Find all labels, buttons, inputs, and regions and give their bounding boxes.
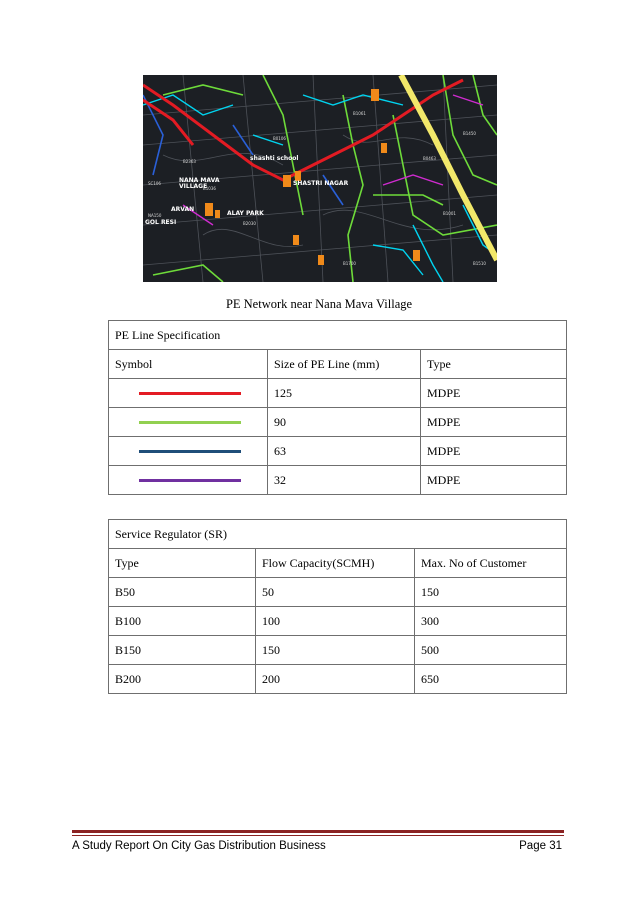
footer-rule: [72, 830, 564, 833]
pe-line-symbol-63: [139, 450, 241, 453]
symbol-cell: [109, 408, 268, 437]
size-cell: 32: [268, 466, 421, 495]
svg-text:B1510: B1510: [473, 261, 486, 266]
size-cell: 63: [268, 437, 421, 466]
table-row: [109, 466, 567, 495]
footer-title: A Study Report On City Gas Distribution Business: [72, 840, 326, 852]
table-header-row: [109, 549, 567, 578]
flow-cell: 150: [256, 636, 415, 665]
type-cell: B100: [109, 607, 256, 636]
map-label-school: shashti school: [250, 155, 299, 162]
svg-text:NA150: NA150: [148, 213, 162, 218]
table-title: Service Regulator (SR): [109, 520, 567, 549]
map-caption: PE Network near Nana Mava Village: [225, 297, 413, 311]
svg-text:B2030: B2030: [243, 221, 256, 226]
flow-cell: 100: [256, 607, 415, 636]
map-graphic: [143, 75, 497, 282]
svg-text:B0106: B0106: [273, 136, 286, 141]
col-header: Size of PE Line (mm): [268, 350, 421, 379]
table-header-row: [109, 350, 567, 379]
type-cell: B150: [109, 636, 256, 665]
svg-text:B1450: B1450: [463, 131, 476, 136]
type-cell: MDPE: [421, 379, 567, 408]
map-label-alay: ALAY PARK: [227, 210, 264, 217]
type-cell: B200: [109, 665, 256, 694]
table-row: [109, 665, 567, 694]
flow-cell: 200: [256, 665, 415, 694]
svg-text:B2363: B2363: [183, 159, 196, 164]
size-cell: 125: [268, 379, 421, 408]
svg-text:B1001: B1001: [443, 211, 456, 216]
customer-cell: 500: [415, 636, 567, 665]
col-header: Type: [421, 350, 567, 379]
pe-line-symbol-125: [139, 392, 241, 395]
type-cell: B50: [109, 578, 256, 607]
map-label-mava: VILLAGE: [179, 183, 208, 190]
table-row: [109, 408, 567, 437]
page-number: Page 31: [519, 840, 562, 852]
symbol-cell: [109, 379, 268, 408]
svg-text:B1061: B1061: [353, 111, 366, 116]
svg-text:B1700: B1700: [343, 261, 356, 266]
pe-line-symbol-90: [139, 421, 241, 424]
symbol-cell: [109, 466, 268, 495]
customer-cell: 650: [415, 665, 567, 694]
table-row: [109, 636, 567, 665]
table-row: [109, 578, 567, 607]
symbol-cell: [109, 437, 268, 466]
map-label-nana: NANA MAVA: [179, 177, 220, 184]
svg-text:SC106: SC106: [148, 181, 161, 186]
flow-cell: 50: [256, 578, 415, 607]
col-header: Flow Capacity(SCMH): [256, 549, 415, 578]
type-cell: MDPE: [421, 408, 567, 437]
map-label-arvan: ARVAN: [171, 206, 195, 213]
svg-text:B1036: B1036: [203, 186, 216, 191]
customer-cell: 150: [415, 578, 567, 607]
size-cell: 90: [268, 408, 421, 437]
col-header: Max. No of Customer: [415, 549, 567, 578]
footer-rule-thin: [72, 835, 564, 836]
type-cell: MDPE: [421, 466, 567, 495]
map-label-shastri: SHASTRI NAGAR: [293, 180, 349, 187]
pe-line-spec-table: [108, 320, 567, 495]
pe-line-symbol-32: [139, 479, 241, 482]
col-header: Type: [109, 549, 256, 578]
table-row: [109, 607, 567, 636]
col-header: Symbol: [109, 350, 268, 379]
table-title: PE Line Specification: [109, 321, 567, 350]
pe-network-map: [143, 75, 497, 282]
table-row: [109, 379, 567, 408]
type-cell: MDPE: [421, 437, 567, 466]
table-row: [109, 437, 567, 466]
customer-cell: 300: [415, 607, 567, 636]
service-regulator-table: [108, 519, 567, 694]
svg-text:B0463: B0463: [423, 156, 436, 161]
map-label-gol: GOL RESI: [145, 219, 177, 226]
